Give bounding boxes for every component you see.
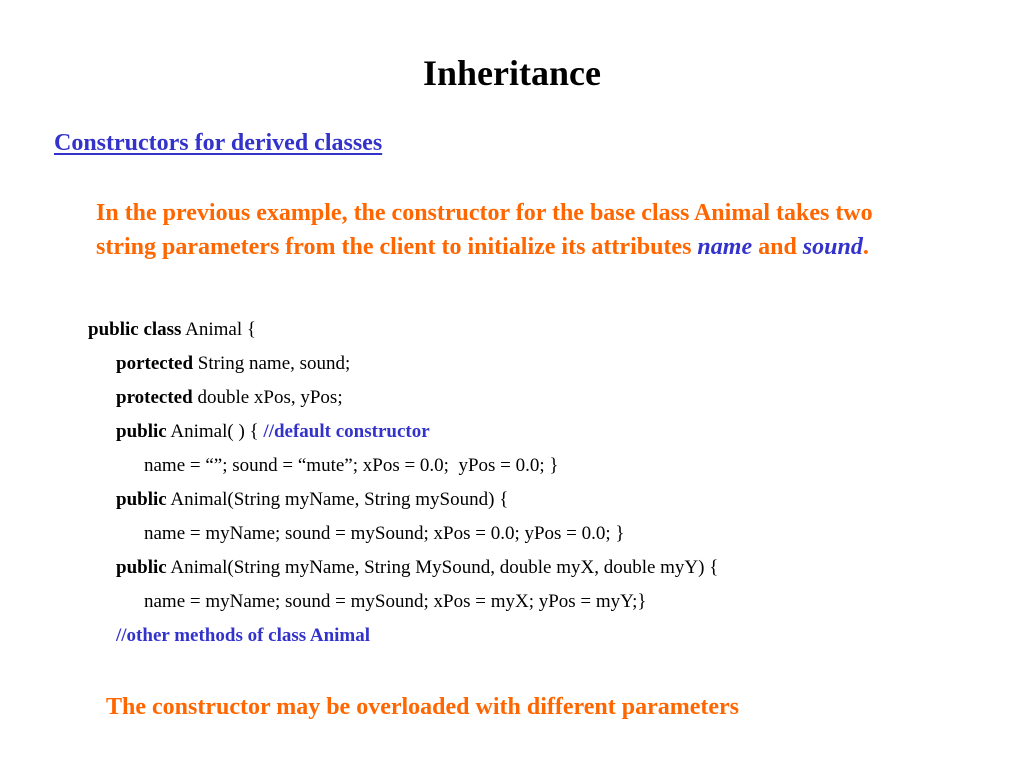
slide-title: Inheritance — [423, 53, 601, 93]
code-text: Animal { — [181, 319, 257, 340]
section-subtitle: Constructors for derived classes — [54, 130, 383, 156]
intro-term-sound: sound — [802, 234, 863, 260]
code-keyword: portected — [116, 353, 194, 374]
code-line-two-param-constructor — [116, 483, 508, 517]
code-keyword: public — [116, 489, 167, 510]
code-line-other-methods-comment — [116, 619, 370, 653]
code-line-two-param-body — [144, 517, 625, 551]
code-line-fields-pos — [116, 381, 343, 415]
code-keyword: public — [116, 421, 167, 442]
intro-paragraph — [96, 196, 916, 264]
code-text: name = myName; sound = mySound; xPos = 0.0; yPos = 0.0; } — [144, 523, 625, 544]
intro-and: and — [752, 234, 803, 260]
intro-period: . — [862, 234, 869, 260]
code-line-four-param-body — [144, 585, 647, 619]
code-text: String name, sound; — [193, 353, 351, 374]
code-line-fields-name-sound — [116, 347, 350, 381]
intro-text: In the previous example, the constructor for the base class Animal takes two string parameters from the client to initialize its attributes — [96, 200, 873, 260]
code-comment: //default constructor — [263, 421, 430, 442]
code-keyword: protected — [116, 387, 193, 408]
code-line-class-decl — [88, 313, 256, 347]
intro-term-name: name — [697, 234, 753, 260]
code-text: name = “”; sound = “mute”; xPos = 0.0; yPos = 0.0; } — [144, 455, 559, 476]
footer-note: The constructor may be overloaded with different parameters — [106, 694, 739, 720]
code-text: double xPos, yPos; — [192, 387, 343, 408]
code-comment: //other methods of class Animal — [116, 625, 371, 646]
code-text: Animal(String myName, String MySound, double myX, double myY) { — [166, 557, 719, 578]
code-line-four-param-constructor — [116, 551, 718, 585]
code-text: Animal( ) { — [166, 421, 264, 442]
code-text: name = myName; sound = mySound; xPos = myX; yPos = myY;} — [144, 591, 647, 612]
code-keyword: public — [116, 557, 167, 578]
code-text: Animal(String myName, String mySound) { — [166, 489, 509, 510]
code-line-default-body — [144, 449, 559, 483]
code-keyword: public class — [88, 319, 182, 340]
code-line-default-constructor — [116, 415, 430, 449]
